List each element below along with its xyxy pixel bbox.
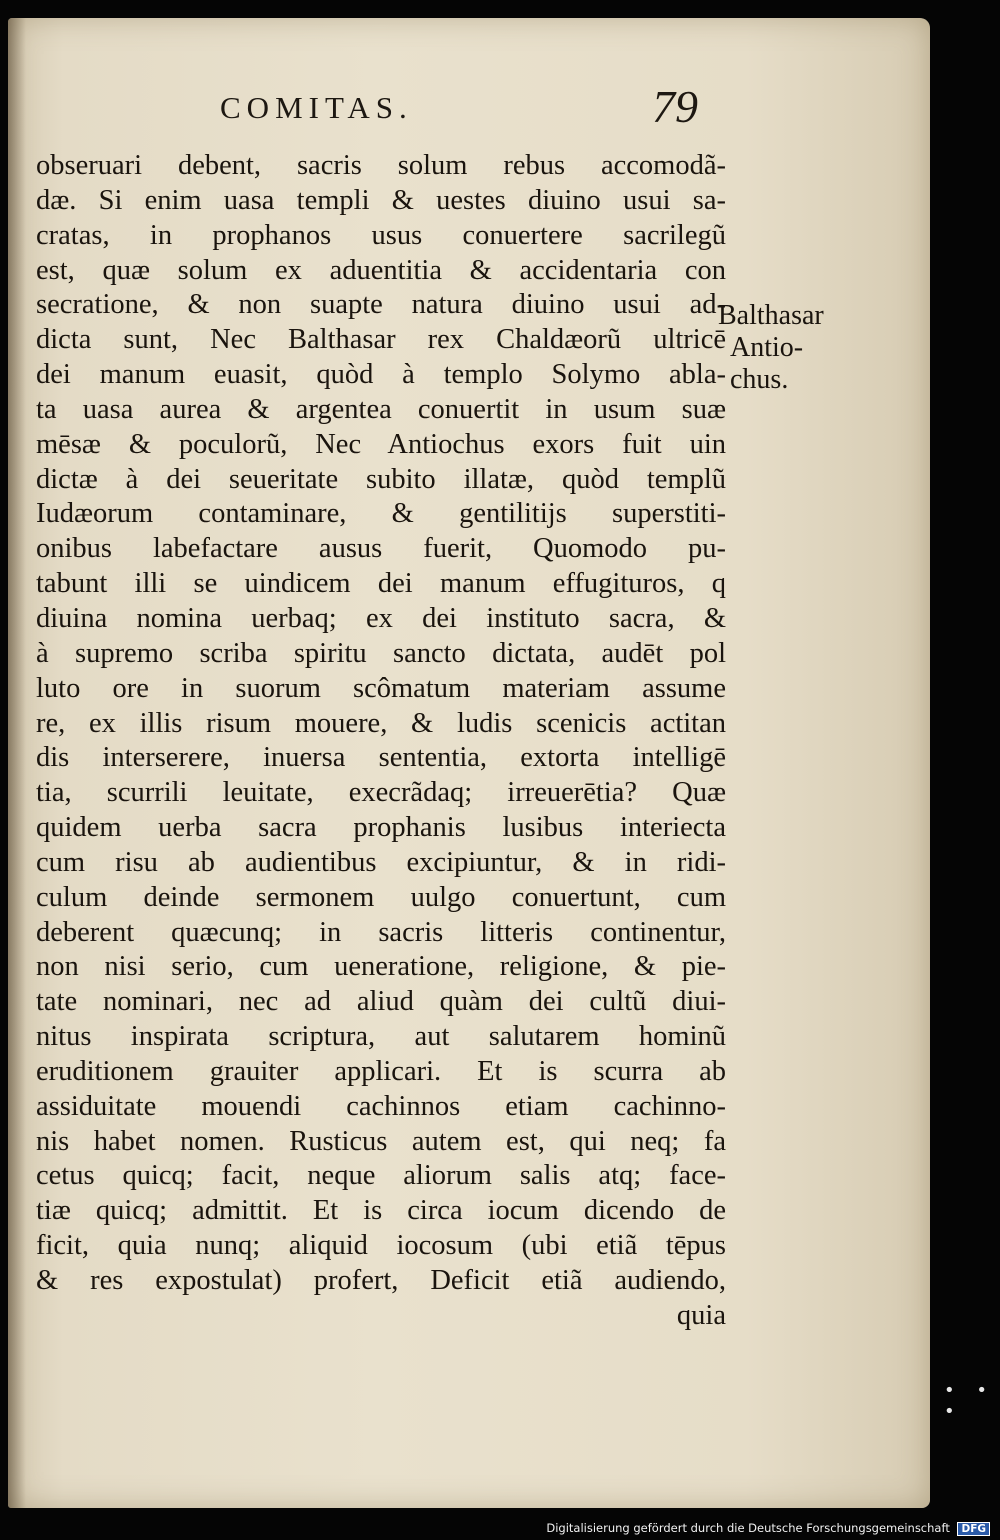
text-line: dictæ à dei seueritate subito illatæ, quòd templũ <box>36 463 726 495</box>
text-line: deberent quæcunq; in sacris litteris continentur, <box>36 916 726 948</box>
text-line: culum deinde sermonem uulgo conuertunt, cum <box>36 881 726 913</box>
text-line: nis habet nomen. Rusticus autem est, qui neq; fa <box>36 1125 726 1157</box>
text-line: cetus quicq; facit, neque aliorum salis atq; face- <box>36 1160 726 1192</box>
text-line: dis interserere, inuersa sententia, extorta intelligē <box>36 742 726 774</box>
text-line: ficit, quia nunq; aliquid iocosum (ubi etiã tēpus <box>36 1230 726 1262</box>
running-title: COMITAS. <box>220 90 413 125</box>
text-line: eruditionem grauiter applicari. Et is scurra ab <box>36 1055 726 1087</box>
text-line: tate nominari, nec ad aliud quàm dei cultũ diui- <box>36 986 726 1018</box>
text-line: ta uasa aurea & argentea conuertit in usum suæ <box>36 393 726 425</box>
text-line: nitus inspirata scriptura, aut salutarem hominũ <box>36 1021 726 1053</box>
text-line: cratas, in prophanos usus conuertere sacrilegũ <box>36 219 726 251</box>
text-line: est, quæ solum ex aduentitia & accidentaria con <box>36 254 726 286</box>
text-line: diuina nomina uerbaq; ex dei instituto sacra, & <box>36 602 726 634</box>
book-page <box>8 18 930 1508</box>
text-line: luto ore in suorum scômatum materiam assume <box>36 672 726 704</box>
catchword: quia <box>676 1299 726 1331</box>
text-line: obseruari debent, sacris solum rebus accomodã- <box>36 150 726 181</box>
marginal-note-antiochus-cont: chus. <box>730 364 789 395</box>
main-text-block <box>36 149 726 1334</box>
digitization-credit <box>546 1521 990 1536</box>
text-line: secratione, & non suapte natura diuino usui ad- <box>36 289 726 321</box>
text-line: & res expostulat) profert, Deficit etiã audiendo, <box>36 1265 726 1296</box>
text-line: dicta sunt, Nec Balthasar rex Chaldæorũ ultricē <box>36 324 726 356</box>
text-line: tabunt illi se uindicem dei manum effugituros, q <box>36 568 726 600</box>
text-line: tia, scurrili leuitate, execrãdaq; irreuerētia? Quæ <box>36 777 726 809</box>
text-line: tiæ quicq; admittit. Et is circa iocum dicendo de <box>36 1195 726 1227</box>
text-line: dæ. Si enim uasa templi & uestes diuino usui sa- <box>36 184 726 216</box>
text-line: onibus labefactare ausus fuerit, Quomodo pu- <box>36 533 726 565</box>
text-line: mēsæ & poculorũ, Nec Antiochus exors fuit uin <box>36 428 726 460</box>
page-number: 79 <box>652 81 698 132</box>
scan-edge-marks: • • • <box>944 1380 995 1422</box>
credit-text: Digitalisierung gefördert durch die Deutsche Forschungsgemeinschaft <box>546 1521 950 1535</box>
text-line: non nisi serio, cum ueneratione, religione, & pie- <box>36 951 726 983</box>
marginal-notes <box>718 300 878 396</box>
text-line: assiduitate mouendi cachinnos etiam cachinno- <box>36 1090 726 1122</box>
text-line: cum risu ab audientibus excipiuntur, & in ridi- <box>36 846 726 878</box>
text-line: à supremo scriba spiritu sancto dictata, audēt pol <box>36 637 726 669</box>
marginal-note-antiochus: Antio- <box>730 332 804 363</box>
text-line: quidem uerba sacra prophanis lusibus interiecta <box>36 812 726 844</box>
marginal-note-balthasar: Balthasar <box>718 300 824 331</box>
text-line: dei manum euasit, quòd à templo Solymo abla- <box>36 359 726 391</box>
text-line: Iudæorum contaminare, & gentilitijs superstiti- <box>36 498 726 530</box>
text-line: re, ex illis risum mouere, & ludis scenicis actitan <box>36 707 726 739</box>
dfg-logo-icon: DFG <box>957 1522 990 1536</box>
